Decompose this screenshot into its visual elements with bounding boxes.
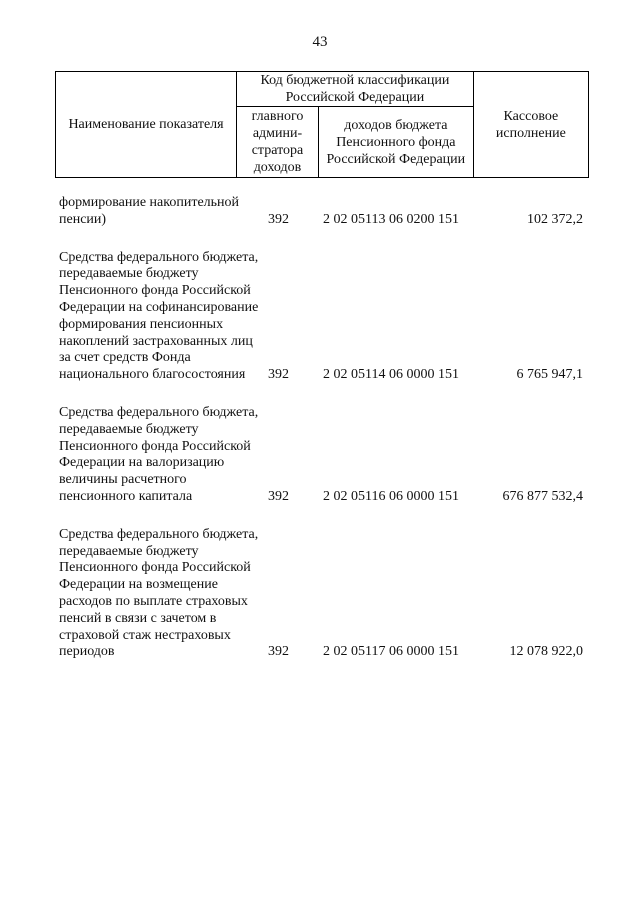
row-admin-code: 392 <box>268 488 289 504</box>
header-pension-fund-income: доходов бюджета Пенсионного фонда Российской Федерации <box>318 107 473 178</box>
page-number: 43 <box>312 34 328 50</box>
row-admin-code: 392 <box>268 367 289 383</box>
row-indicator-name: Средства федерального бюджета, передаваемые бюджету Пенсионного фонда Российской Федерации на возмещение расходов по выплате страховых пенсий в связи с зачетом в страховой стаж нестраховых периодов <box>59 526 259 660</box>
row-admin-code: 392 <box>268 644 289 660</box>
table-header <box>55 71 589 178</box>
table-row <box>0 527 640 661</box>
table-row <box>0 250 640 384</box>
header-budget-code-group: Код бюджетной классификации Российской Федерации <box>237 72 474 107</box>
table-row <box>0 195 640 229</box>
row-cash-amount: 12 078 922,0 <box>509 644 583 660</box>
header-cash-execution: Кассовое исполнение <box>473 72 588 178</box>
row-cash-amount: 6 765 947,1 <box>516 367 583 383</box>
row-budget-code: 2 02 05116 06 0000 151 <box>323 488 459 504</box>
row-indicator-name: формирование накопительной пенсии) <box>59 195 240 227</box>
header-main-administrator: главного админи-стратора доходов <box>237 107 319 178</box>
row-cash-amount: 102 372,2 <box>527 211 583 227</box>
row-indicator-name: Средства федерального бюджета, передаваемые бюджету Пенсионного фонда Российской Федерации на валоризацию величины расчетного пенсионного капитала <box>59 404 259 504</box>
row-budget-code: 2 02 05114 06 0000 151 <box>323 367 459 383</box>
row-indicator-name: Средства федерального бюджета, передаваемые бюджету Пенсионного фонда Российской Федерации на софинансирование формирования пенсионных накоплений застрахованных лиц за счет средств Фонда национального благосостояния <box>59 249 259 383</box>
table-row <box>0 405 640 506</box>
row-cash-amount: 676 877 532,4 <box>502 488 583 504</box>
row-admin-code: 392 <box>268 211 289 227</box>
row-budget-code: 2 02 05113 06 0200 151 <box>323 211 459 227</box>
row-budget-code: 2 02 05117 06 0000 151 <box>323 644 459 660</box>
header-indicator-name: Наименование показателя <box>56 72 237 178</box>
table-body <box>0 195 640 661</box>
